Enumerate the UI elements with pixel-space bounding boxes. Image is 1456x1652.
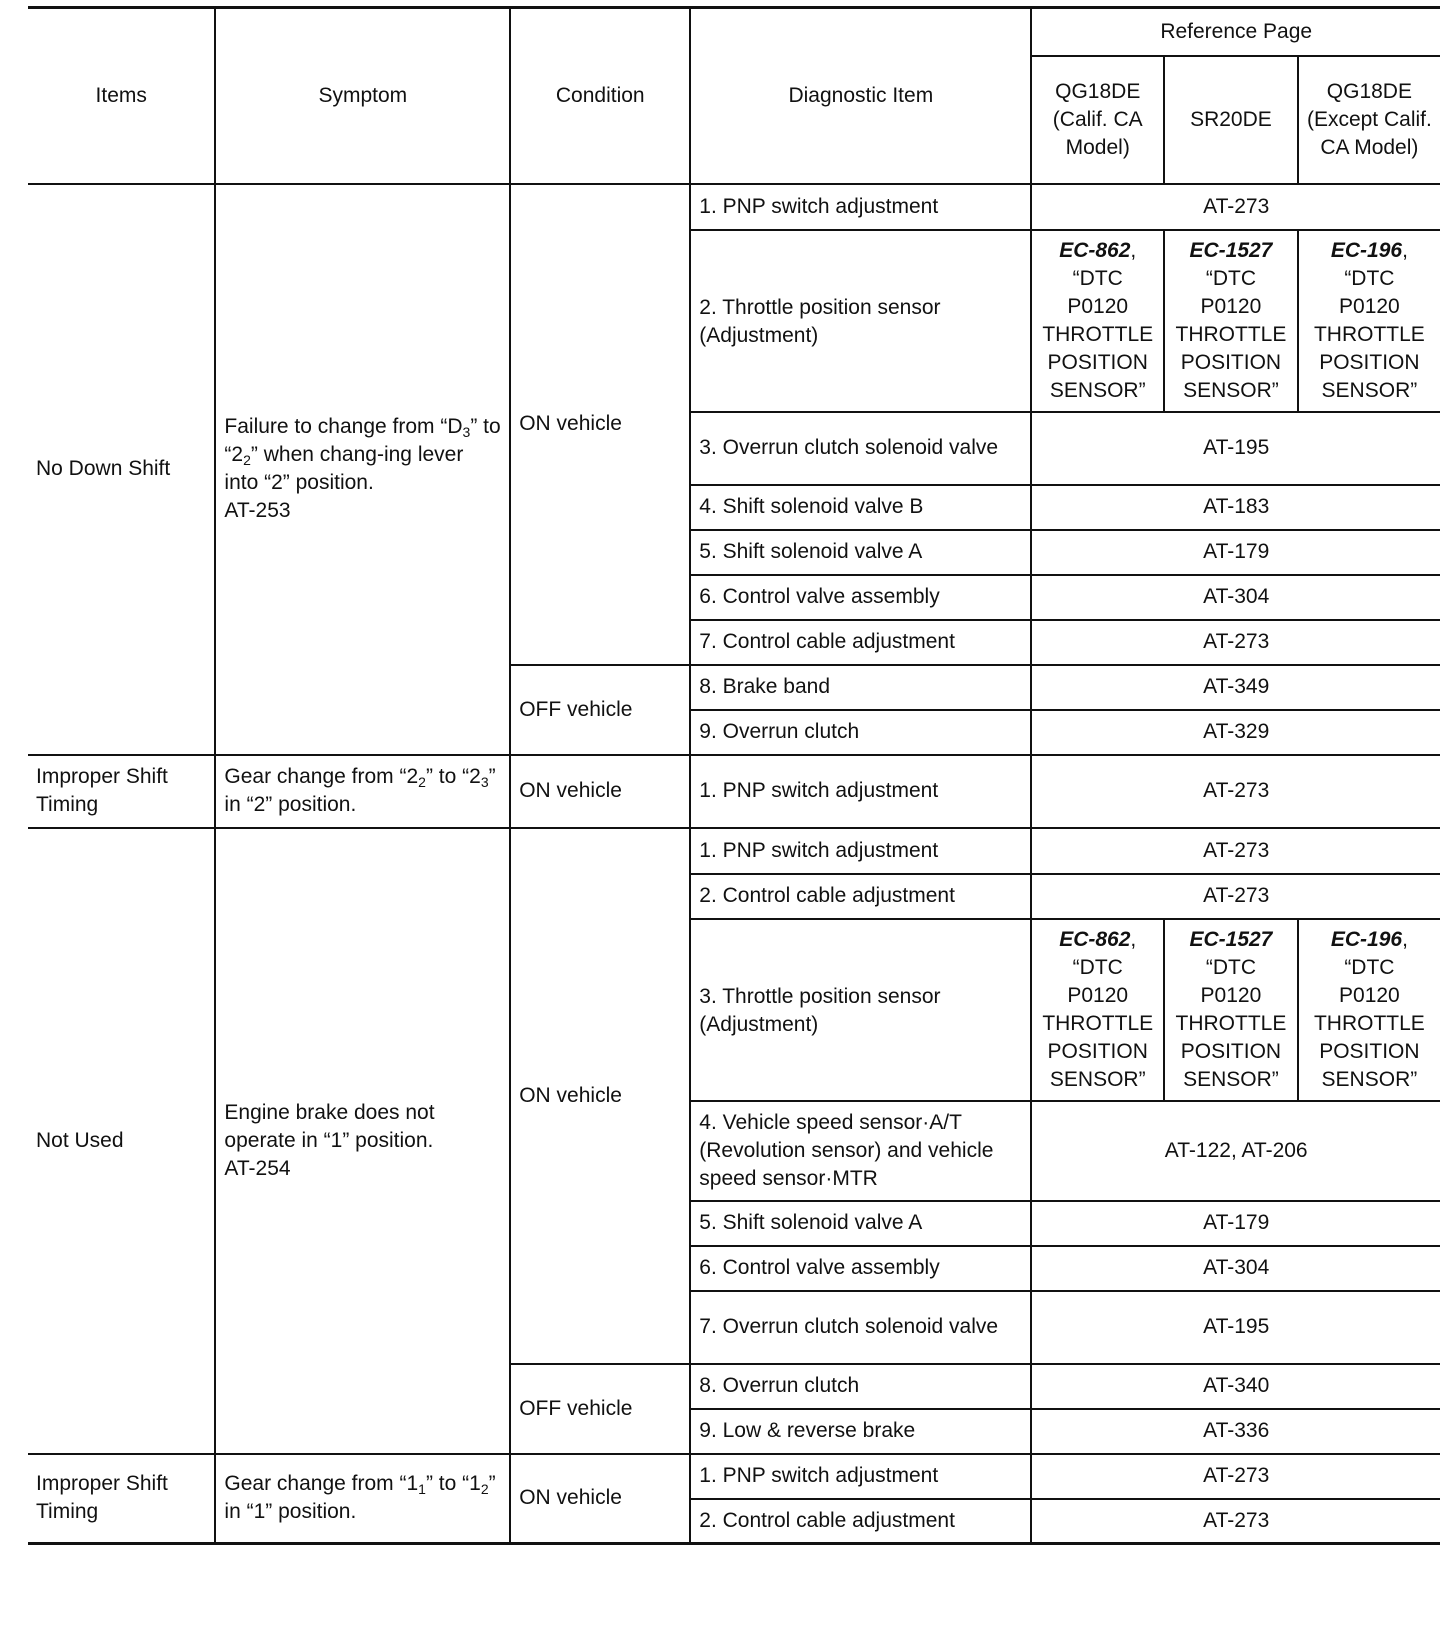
condition-cell: OFF vehicle <box>510 1364 690 1454</box>
condition-cell: ON vehicle <box>510 828 690 1364</box>
reference-cell: AT-183 <box>1031 485 1440 530</box>
reference-cell-qg18de-calif: EC-862, “DTC P0120 THROTTLE POSITION SENSOR” <box>1031 919 1164 1101</box>
reference-cell-sr20de: EC-1527 “DTC P0120 THROTTLE POSITION SENSOR” <box>1164 230 1298 412</box>
diagnostic-item: 2. Throttle position sensor (Adjustment) <box>690 230 1031 412</box>
header-col-qg18de-calif: QG18DE (Calif. CA Model) <box>1031 56 1164 184</box>
item-cell: No Down Shift <box>28 184 215 755</box>
diagnostic-item: 4. Vehicle speed sensor·A/T (Revolution sensor) and vehicle speed sensor·MTR <box>690 1101 1031 1201</box>
symptom-cell: Failure to change from “$D_3$” to “$2_2$” when chang-ing lever into “2” position. AT-253 <box>215 184 510 755</box>
reference-cell: AT-273 <box>1031 1499 1440 1544</box>
header-col-sr20de: SR20DE <box>1164 56 1298 184</box>
reference-cell-sr20de: EC-1527 “DTC P0120 THROTTLE POSITION SENSOR” <box>1164 919 1298 1101</box>
condition-cell: OFF vehicle <box>510 665 690 755</box>
table-row <box>28 1454 1440 1499</box>
reference-cell: AT-179 <box>1031 530 1440 575</box>
table-row <box>28 755 1440 828</box>
reference-cell: AT-336 <box>1031 1409 1440 1454</box>
reference-cell: AT-273 <box>1031 620 1440 665</box>
diagnostic-item: 7. Control cable adjustment <box>690 620 1031 665</box>
item-cell: Improper Shift Timing <box>28 1454 215 1544</box>
diagnostic-item: 2. Control cable adjustment <box>690 874 1031 919</box>
reference-cell: AT-195 <box>1031 412 1440 485</box>
reference-cell: AT-304 <box>1031 1246 1440 1291</box>
reference-cell: AT-340 <box>1031 1364 1440 1409</box>
diagnostic-item: 8. Brake band <box>690 665 1031 710</box>
reference-cell-qg18de-except: EC-196, “DTC P0120 THROTTLE POSITION SENSOR” <box>1298 230 1440 412</box>
diagnostic-item: 9. Low & reverse brake <box>690 1409 1031 1454</box>
header-row-1 <box>28 8 1440 56</box>
symptom-cell: Engine brake does not operate in “1” position. AT-254 <box>215 828 510 1454</box>
symptom-cell: Gear change from “$2_2$” to “$2_3$” in “2” position. <box>215 755 510 828</box>
diagnostic-item: 1. PNP switch adjustment <box>690 1454 1031 1499</box>
reference-cell: AT-273 <box>1031 1454 1440 1499</box>
reference-cell: AT-179 <box>1031 1201 1440 1246</box>
header-condition: Condition <box>510 8 690 184</box>
reference-cell: AT-195 <box>1031 1291 1440 1364</box>
diagnostic-item: 1. PNP switch adjustment <box>690 755 1031 828</box>
diagnostic-item: 2. Control cable adjustment <box>690 1499 1031 1544</box>
diagnostic-table <box>28 6 1440 1545</box>
reference-cell: AT-273 <box>1031 828 1440 874</box>
condition-cell: ON vehicle <box>510 1454 690 1544</box>
table-row <box>28 828 1440 874</box>
table-row <box>28 184 1440 230</box>
reference-cell: AT-329 <box>1031 710 1440 755</box>
diagnostic-item: 1. PNP switch adjustment <box>690 184 1031 230</box>
header-col-qg18de-except: QG18DE (Except Calif. CA Model) <box>1298 56 1440 184</box>
diagnostic-item: 5. Shift solenoid valve A <box>690 1201 1031 1246</box>
condition-cell: ON vehicle <box>510 755 690 828</box>
header-diagnostic-item: Diagnostic Item <box>690 8 1031 184</box>
diagnostic-item: 3. Overrun clutch solenoid valve <box>690 412 1031 485</box>
diagnostic-item: 8. Overrun clutch <box>690 1364 1031 1409</box>
reference-cell: AT-273 <box>1031 874 1440 919</box>
diagnostic-item: 7. Overrun clutch solenoid valve <box>690 1291 1031 1364</box>
diagnostic-table-page <box>28 6 1440 1545</box>
symptom-cell: Gear change from “$1_1$” to “$1_2$” in “1” position. <box>215 1454 510 1544</box>
item-cell: Not Used <box>28 828 215 1454</box>
header-items: Items <box>28 8 215 184</box>
reference-cell-qg18de-calif: EC-862, “DTC P0120 THROTTLE POSITION SENSOR” <box>1031 230 1164 412</box>
reference-cell: AT-349 <box>1031 665 1440 710</box>
diagnostic-item: 9. Overrun clutch <box>690 710 1031 755</box>
condition-cell: ON vehicle <box>510 184 690 665</box>
reference-cell: AT-304 <box>1031 575 1440 620</box>
item-cell: Improper Shift Timing <box>28 755 215 828</box>
reference-cell: AT-273 <box>1031 184 1440 230</box>
diagnostic-item: 3. Throttle position sensor (Adjustment) <box>690 919 1031 1101</box>
diagnostic-item: 1. PNP switch adjustment <box>690 828 1031 874</box>
reference-cell-qg18de-except: EC-196, “DTC P0120 THROTTLE POSITION SENSOR” <box>1298 919 1440 1101</box>
reference-cell: AT-122, AT-206 <box>1031 1101 1440 1201</box>
header-reference-page: Reference Page <box>1031 8 1440 56</box>
reference-cell: AT-273 <box>1031 755 1440 828</box>
diagnostic-item: 6. Control valve assembly <box>690 1246 1031 1291</box>
diagnostic-item: 4. Shift solenoid valve B <box>690 485 1031 530</box>
diagnostic-item: 5. Shift solenoid valve A <box>690 530 1031 575</box>
diagnostic-item: 6. Control valve assembly <box>690 575 1031 620</box>
header-symptom: Symptom <box>215 8 510 184</box>
